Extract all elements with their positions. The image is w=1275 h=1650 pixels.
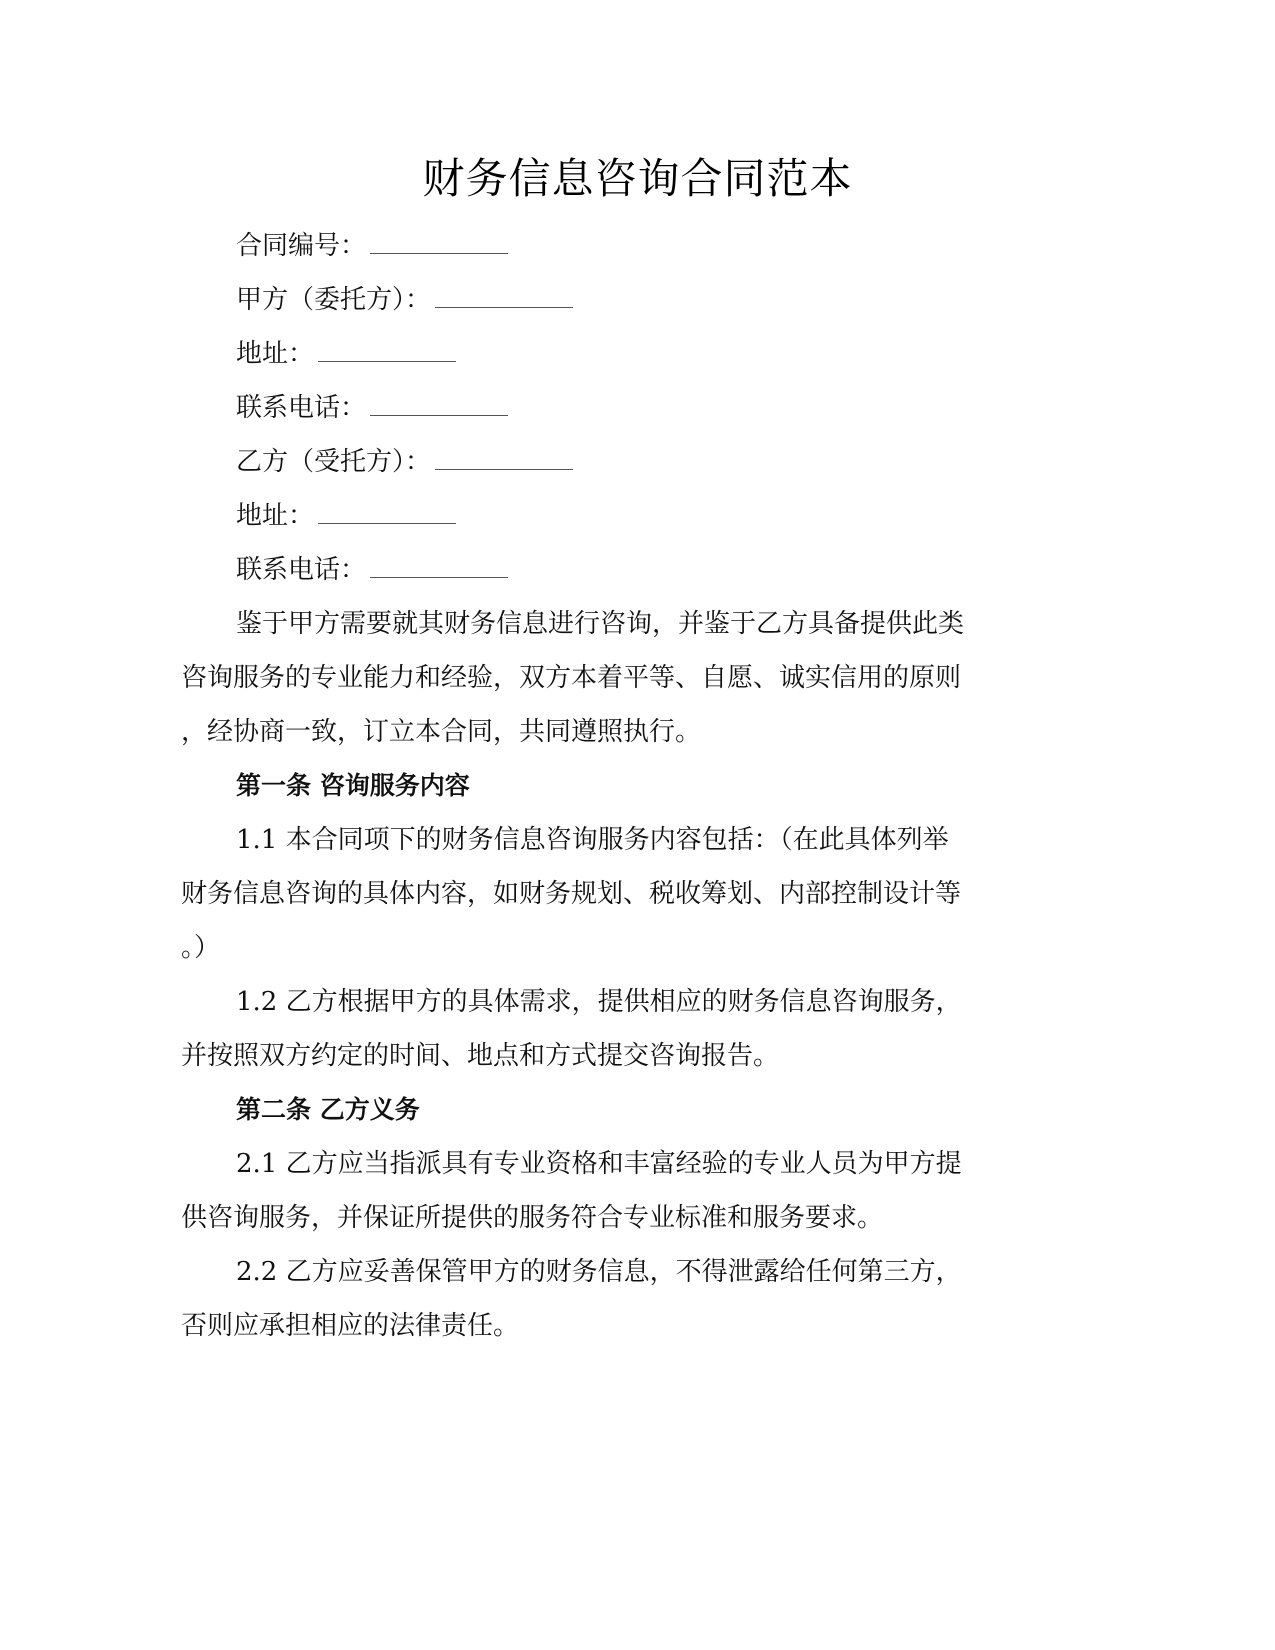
- clause-1-1-line: 。）: [181, 933, 221, 963]
- field-label: 地址：: [236, 501, 315, 531]
- article-1-heading: 第一条 咨询服务内容: [236, 771, 470, 800]
- blank-line: [435, 447, 573, 470]
- preamble-line: ，经协商一致，订立本合同，共同遵照执行。: [181, 717, 702, 747]
- field-party-a-phone: [236, 391, 508, 425]
- field-label: 合同编号：: [236, 231, 367, 261]
- field-label: 乙方（受托方）：: [236, 447, 432, 477]
- field-party-b: [236, 445, 573, 479]
- blank-line: [435, 285, 573, 308]
- clause-2-2-line: 否则应承担相应的法律责任。: [181, 1311, 520, 1341]
- blank-line: [370, 393, 508, 416]
- field-label: 联系电话：: [236, 555, 367, 585]
- clause-2-2-line: 2.2 乙方应妥善保管甲方的财务信息，不得泄露给任何第三方，: [236, 1257, 962, 1287]
- blank-line: [318, 339, 456, 362]
- clause-1-2-line: 1.2 乙方根据甲方的具体需求，提供相应的财务信息咨询服务，: [236, 987, 962, 1017]
- article-2-heading: 第二条 乙方义务: [236, 1095, 420, 1124]
- clause-2-1-line: 2.1 乙方应当指派具有专业资格和丰富经验的专业人员为甲方提: [236, 1149, 962, 1179]
- clause-1-1-line: 1.1 本合同项下的财务信息咨询服务内容包括：（在此具体列举: [236, 825, 949, 855]
- blank-line: [370, 231, 508, 254]
- blank-line: [318, 501, 456, 524]
- field-label: 地址：: [236, 339, 315, 369]
- blank-line: [370, 555, 508, 578]
- clause-1-2-line: 并按照双方约定的时间、地点和方式提交咨询报告。: [181, 1041, 780, 1071]
- field-label: 联系电话：: [236, 393, 367, 423]
- field-party-b-phone: [236, 553, 508, 587]
- field-party-a: [236, 283, 573, 317]
- field-party-a-address: [236, 337, 456, 371]
- preamble-line: 鉴于甲方需要就其财务信息进行咨询，并鉴于乙方具备提供此类: [236, 609, 965, 639]
- field-party-b-address: [236, 499, 456, 533]
- field-label: 甲方（委托方）：: [236, 285, 432, 315]
- document-title: 财务信息咨询合同范本: [422, 154, 853, 203]
- clause-2-1-line: 供咨询服务，并保证所提供的服务符合专业标准和服务要求。: [181, 1203, 884, 1233]
- field-contract-number: [236, 229, 508, 263]
- clause-1-1-line: 财务信息咨询的具体内容，如财务规划、税收筹划、内部控制设计等: [181, 879, 962, 909]
- preamble-line: 咨询服务的专业能力和经验，双方本着平等、自愿、诚实信用的原则: [181, 663, 962, 693]
